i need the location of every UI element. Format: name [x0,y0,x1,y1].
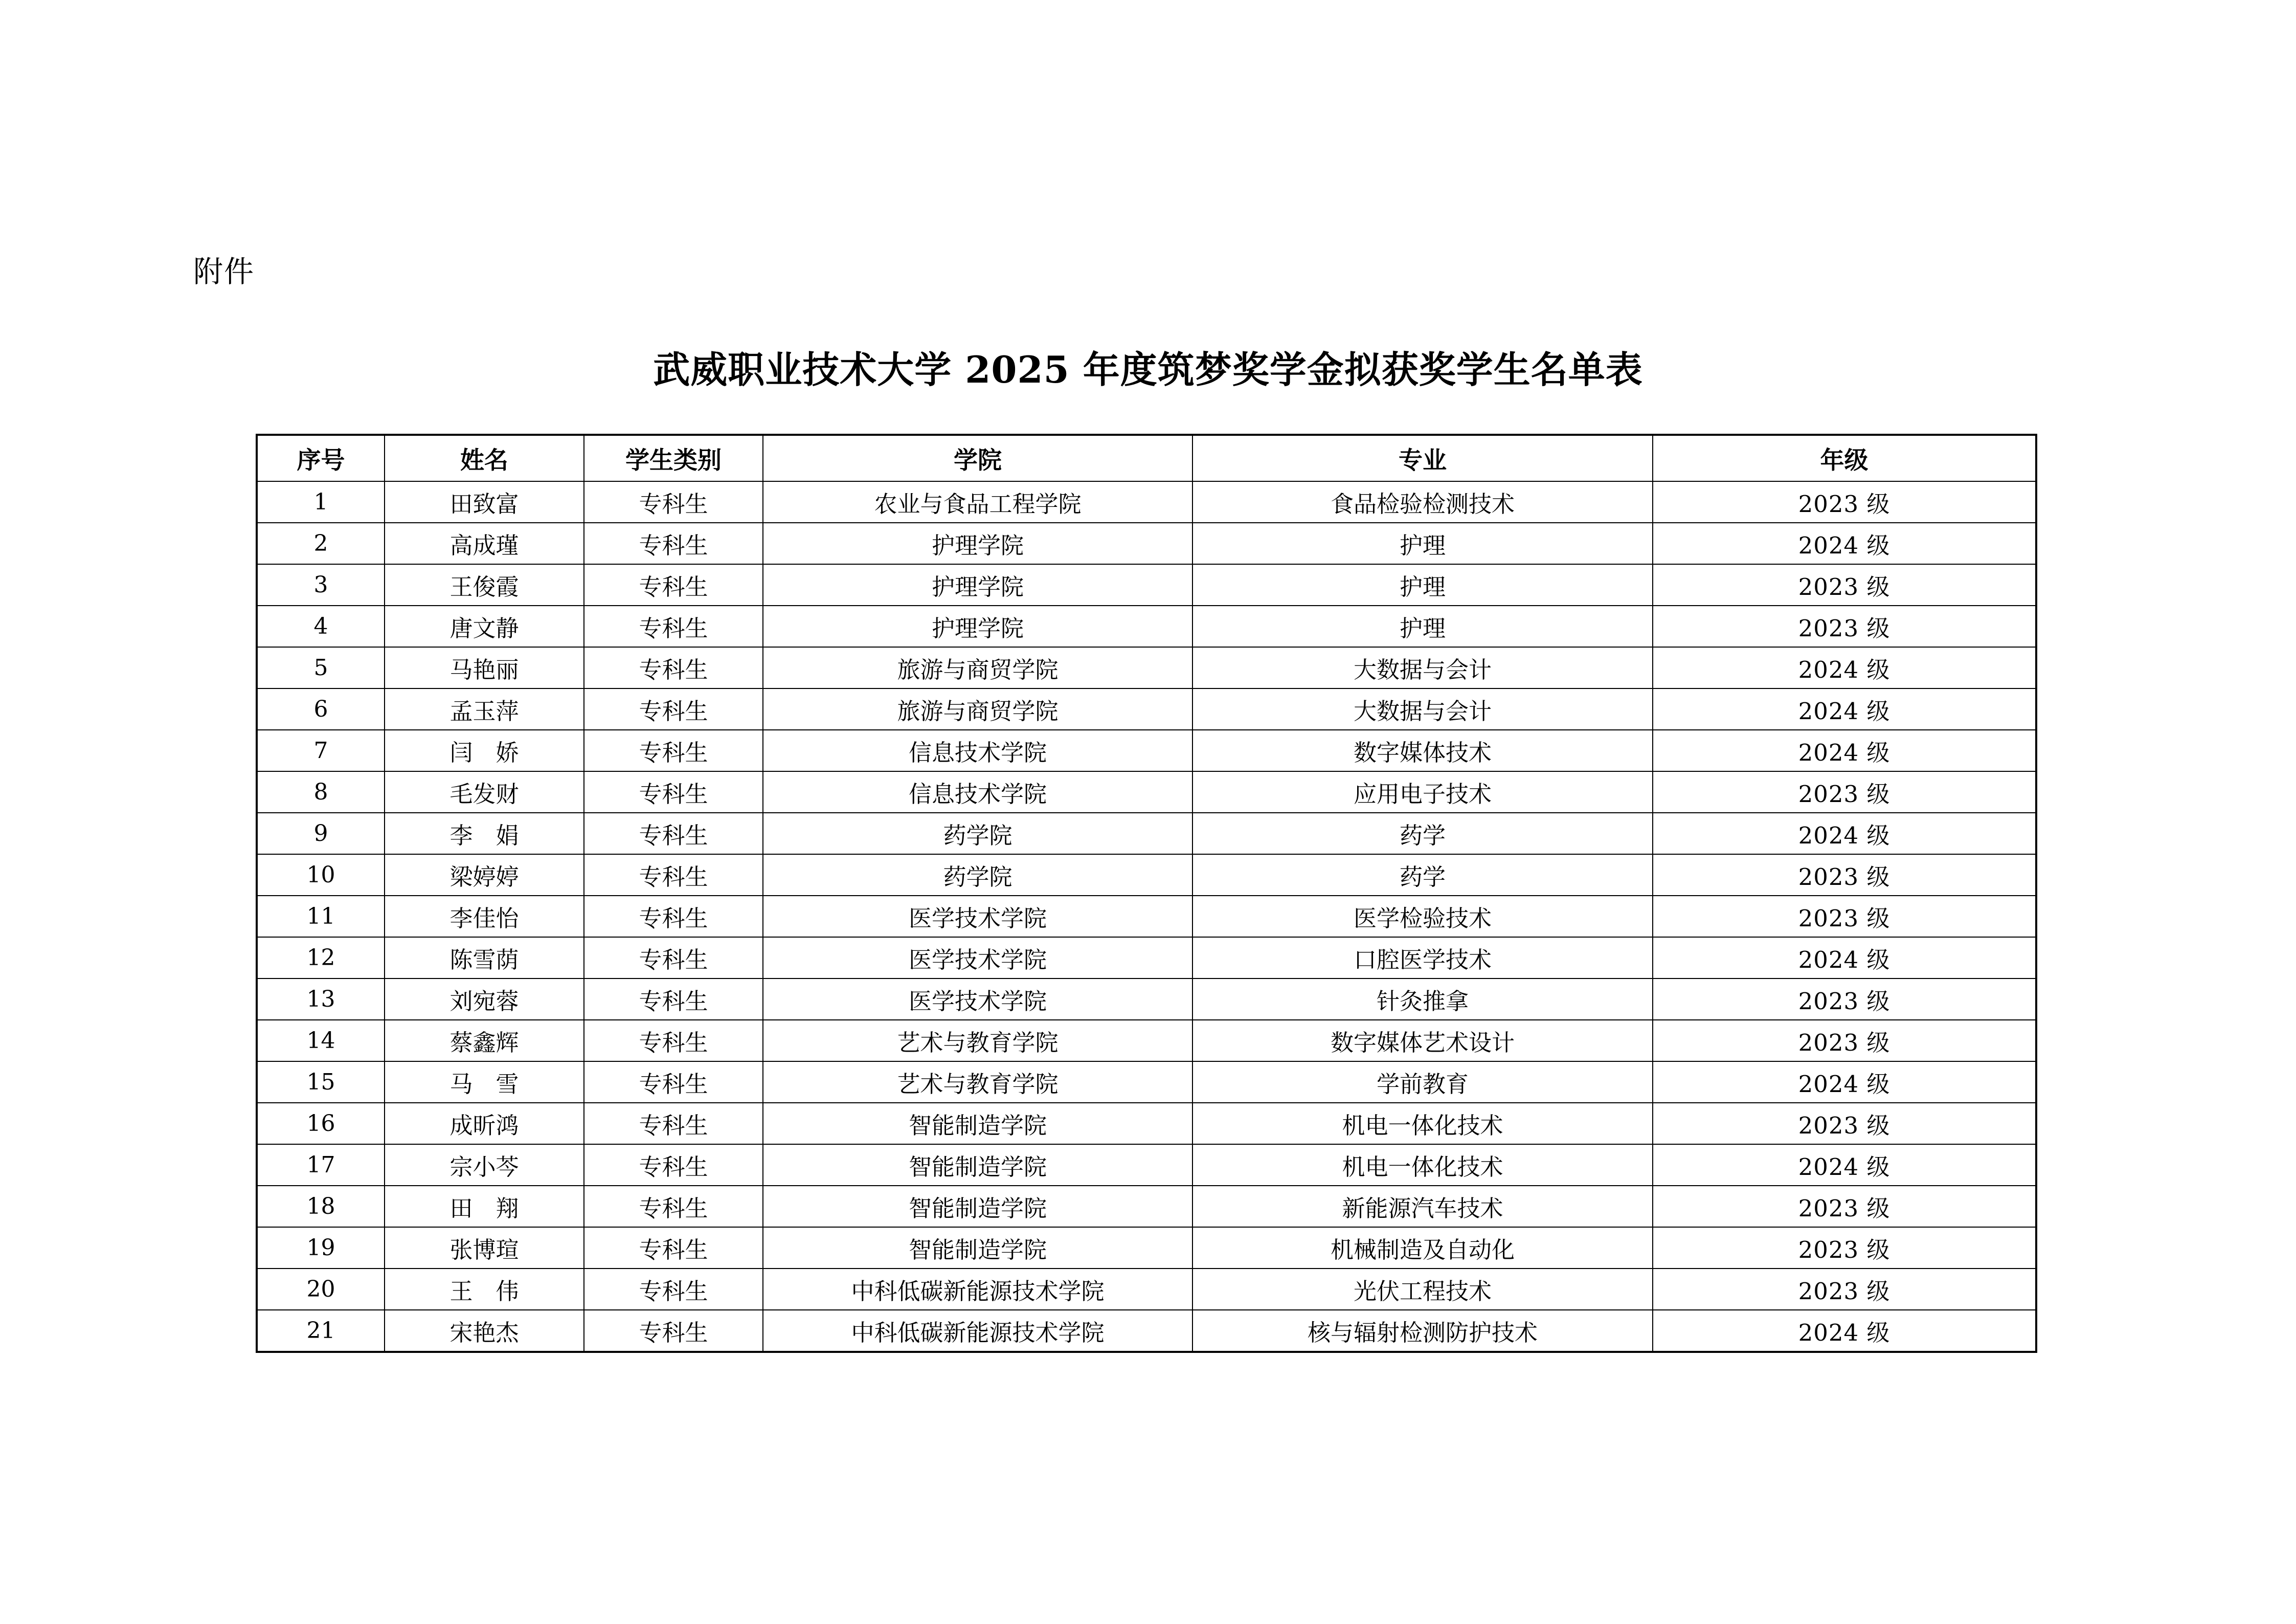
cell-major: 学前教育 [1192,1061,1653,1103]
table-row [257,771,2036,813]
cell-name: 宗小芩 [385,1144,584,1186]
cell-college: 艺术与教育学院 [763,1061,1192,1103]
cell-index: 14 [257,1020,385,1061]
cell-index: 5 [257,647,385,688]
cell-index: 1 [257,481,385,523]
cell-college: 中科低碳新能源技术学院 [763,1310,1192,1352]
cell-college: 艺术与教育学院 [763,1020,1192,1061]
cell-major: 针灸推拿 [1192,978,1653,1020]
cell-name: 成昕鸿 [385,1103,584,1144]
cell-name: 张博瑄 [385,1227,584,1269]
cell-type: 专科生 [584,1310,763,1352]
cell-index: 10 [257,854,385,896]
cell-major: 光伏工程技术 [1192,1269,1653,1310]
table-row [257,606,2036,647]
cell-college: 旅游与商贸学院 [763,647,1192,688]
cell-college: 护理学院 [763,606,1192,647]
cell-college: 药学院 [763,854,1192,896]
cell-type: 专科生 [584,896,763,937]
cell-grade: 2024 级 [1653,813,2036,854]
table-row [257,1227,2036,1269]
table-row [257,647,2036,688]
cell-name: 梁婷婷 [385,854,584,896]
cell-type: 专科生 [584,854,763,896]
cell-grade: 2023 级 [1653,1269,2036,1310]
table-header [257,435,2036,481]
cell-grade: 2024 级 [1653,730,2036,771]
cell-name: 李 娟 [385,813,584,854]
cell-index: 2 [257,523,385,564]
cell-name: 陈雪荫 [385,937,584,978]
cell-major: 药学 [1192,854,1653,896]
cell-college: 护理学院 [763,523,1192,564]
cell-grade: 2024 级 [1653,647,2036,688]
cell-college: 医学技术学院 [763,896,1192,937]
cell-college: 药学院 [763,813,1192,854]
table-body [257,481,2036,1352]
cell-name: 王俊霞 [385,564,584,606]
cell-major: 护理 [1192,523,1653,564]
table-row [257,813,2036,854]
cell-grade: 2023 级 [1653,771,2036,813]
table-row [257,564,2036,606]
cell-grade: 2024 级 [1653,1310,2036,1352]
cell-college: 旅游与商贸学院 [763,688,1192,730]
cell-index: 15 [257,1061,385,1103]
cell-college: 医学技术学院 [763,937,1192,978]
cell-college: 信息技术学院 [763,771,1192,813]
cell-college: 医学技术学院 [763,978,1192,1020]
cell-major: 新能源汽车技术 [1192,1186,1653,1227]
cell-major: 核与辐射检测防护技术 [1192,1310,1653,1352]
cell-index: 4 [257,606,385,647]
cell-grade: 2023 级 [1653,1227,2036,1269]
cell-type: 专科生 [584,564,763,606]
cell-grade: 2024 级 [1653,937,2036,978]
table-row [257,1269,2036,1310]
cell-index: 9 [257,813,385,854]
cell-type: 专科生 [584,688,763,730]
cell-college: 农业与食品工程学院 [763,481,1192,523]
cell-name: 王 伟 [385,1269,584,1310]
cell-index: 6 [257,688,385,730]
cell-grade: 2023 级 [1653,481,2036,523]
cell-major: 机电一体化技术 [1192,1144,1653,1186]
cell-name: 唐文静 [385,606,584,647]
cell-grade: 2024 级 [1653,1061,2036,1103]
cell-grade: 2023 级 [1653,1186,2036,1227]
attachment-label: 附件 [193,254,255,289]
cell-index: 13 [257,978,385,1020]
cell-grade: 2024 级 [1653,1144,2036,1186]
cell-type: 专科生 [584,730,763,771]
cell-name: 毛发财 [385,771,584,813]
table-row [257,1020,2036,1061]
cell-type: 专科生 [584,606,763,647]
column-header-index: 序号 [257,435,385,481]
table-header-row [257,435,2036,481]
cell-college: 智能制造学院 [763,1227,1192,1269]
column-header-grade: 年级 [1653,435,2036,481]
cell-grade: 2023 级 [1653,896,2036,937]
table-row [257,937,2036,978]
cell-name: 马艳丽 [385,647,584,688]
cell-index: 21 [257,1310,385,1352]
cell-type: 专科生 [584,771,763,813]
cell-type: 专科生 [584,1020,763,1061]
table-row [257,523,2036,564]
cell-type: 专科生 [584,481,763,523]
roster-table [256,434,2037,1353]
cell-name: 刘宛蓉 [385,978,584,1020]
cell-major: 医学检验技术 [1192,896,1653,937]
cell-name: 宋艳杰 [385,1310,584,1352]
cell-major: 机械制造及自动化 [1192,1227,1653,1269]
cell-type: 专科生 [584,1103,763,1144]
table-row [257,1186,2036,1227]
cell-name: 高成瑾 [385,523,584,564]
cell-index: 20 [257,1269,385,1310]
cell-major: 数字媒体技术 [1192,730,1653,771]
cell-grade: 2023 级 [1653,978,2036,1020]
cell-college: 中科低碳新能源技术学院 [763,1269,1192,1310]
cell-index: 11 [257,896,385,937]
column-header-college: 学院 [763,435,1192,481]
cell-college: 智能制造学院 [763,1103,1192,1144]
column-header-name: 姓名 [385,435,584,481]
cell-index: 12 [257,937,385,978]
column-header-major: 专业 [1192,435,1653,481]
cell-major: 大数据与会计 [1192,647,1653,688]
cell-college: 智能制造学院 [763,1186,1192,1227]
cell-major: 应用电子技术 [1192,771,1653,813]
cell-type: 专科生 [584,647,763,688]
cell-college: 护理学院 [763,564,1192,606]
cell-major: 数字媒体艺术设计 [1192,1020,1653,1061]
cell-major: 食品检验检测技术 [1192,481,1653,523]
table-row [257,481,2036,523]
cell-major: 药学 [1192,813,1653,854]
cell-type: 专科生 [584,1144,763,1186]
cell-type: 专科生 [584,978,763,1020]
cell-major: 护理 [1192,564,1653,606]
column-header-type: 学生类别 [584,435,763,481]
cell-grade: 2023 级 [1653,606,2036,647]
cell-type: 专科生 [584,1269,763,1310]
cell-type: 专科生 [584,1227,763,1269]
table-row [257,1144,2036,1186]
cell-type: 专科生 [584,813,763,854]
cell-grade: 2023 级 [1653,1020,2036,1061]
table-row [257,978,2036,1020]
cell-major: 护理 [1192,606,1653,647]
cell-name: 李佳怡 [385,896,584,937]
cell-grade: 2023 级 [1653,564,2036,606]
table-row [257,1310,2036,1352]
table-row [257,896,2036,937]
cell-name: 田 翔 [385,1186,584,1227]
cell-name: 田致富 [385,481,584,523]
cell-index: 3 [257,564,385,606]
cell-type: 专科生 [584,1186,763,1227]
cell-major: 大数据与会计 [1192,688,1653,730]
cell-college: 智能制造学院 [763,1144,1192,1186]
cell-name: 闫 娇 [385,730,584,771]
cell-index: 16 [257,1103,385,1144]
table-row [257,1103,2036,1144]
table-row [257,1061,2036,1103]
cell-name: 蔡鑫辉 [385,1020,584,1061]
cell-grade: 2023 级 [1653,1103,2036,1144]
cell-name: 孟玉萍 [385,688,584,730]
cell-type: 专科生 [584,937,763,978]
table-row [257,688,2036,730]
cell-index: 7 [257,730,385,771]
cell-index: 17 [257,1144,385,1186]
cell-index: 19 [257,1227,385,1269]
cell-grade: 2024 级 [1653,688,2036,730]
cell-major: 口腔医学技术 [1192,937,1653,978]
cell-index: 8 [257,771,385,813]
roster-table-container [256,434,2035,1353]
cell-index: 18 [257,1186,385,1227]
table-row [257,730,2036,771]
cell-grade: 2023 级 [1653,854,2036,896]
cell-type: 专科生 [584,1061,763,1103]
cell-grade: 2024 级 [1653,523,2036,564]
cell-major: 机电一体化技术 [1192,1103,1653,1144]
cell-college: 信息技术学院 [763,730,1192,771]
table-row [257,854,2036,896]
cell-type: 专科生 [584,523,763,564]
page-title: 武威职业技术大学 2025 年度筑梦奖学金拟获奖学生名单表 [653,348,1643,391]
cell-name: 马 雪 [385,1061,584,1103]
